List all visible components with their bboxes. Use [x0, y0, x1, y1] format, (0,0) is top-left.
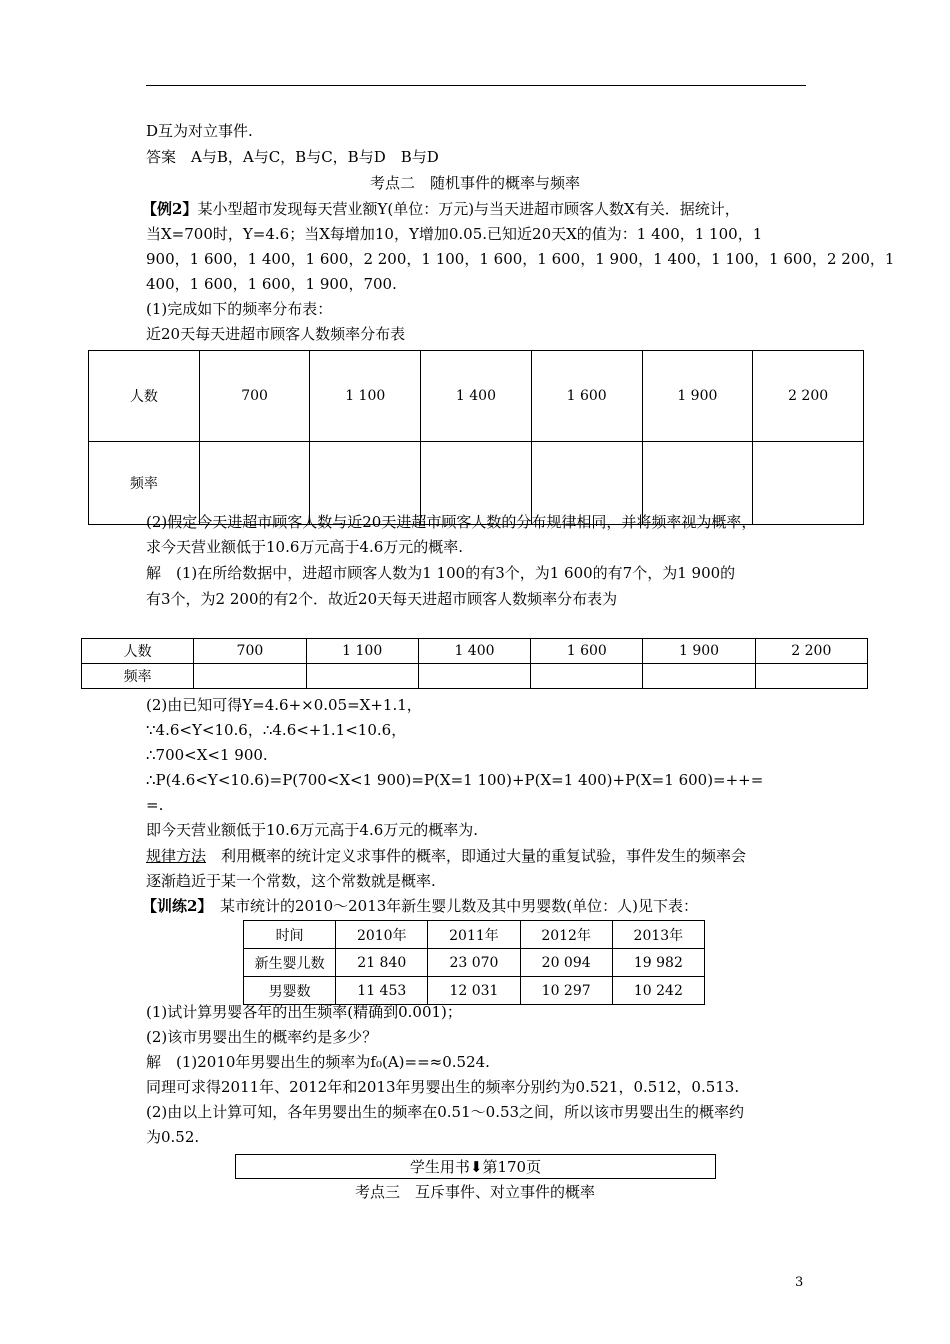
solution-line: 即今天营业额低于10.6万元高于4.6万元的概率为.	[146, 821, 479, 839]
table-cell: 700	[199, 351, 310, 442]
top-rule	[146, 85, 806, 86]
section-heading: 考点二 随机事件的概率与频率	[369, 174, 580, 192]
example-line: 当X=700时，Y=4.6；当X每增加10，Y增加0.05.已知近20天X的值为：1 400，1 100，1	[146, 225, 763, 243]
table-cell: 人数	[82, 639, 194, 664]
section-heading: 考点三 互斥事件、对立事件的概率	[354, 1183, 595, 1201]
frequency-table-blank	[88, 350, 864, 525]
example-text: 某小型超市发现每天营业额Y(单位：万元)与当天进超市顾客人数X有关．据统计，	[197, 200, 740, 218]
training-solution: 同理可求得2011年、2012年和2013年男婴出生的频率分别约为0.521，0.512，0.513.	[146, 1078, 740, 1096]
example-line: 400，1 600，1 600，1 900，700.	[146, 275, 397, 293]
table-cell: 2 200	[755, 639, 867, 664]
example-line: 900，1 600，1 400，1 600，2 200，1 100，1 600，1 600，1 900，1 400，1 100，1 600，2 200，1	[146, 250, 895, 268]
table-caption: 近20天每天进超市顾客人数频率分布表	[146, 325, 406, 343]
table-cell: 2013年	[612, 921, 704, 949]
table-cell: 时间	[244, 921, 336, 949]
table-cell: 人数	[89, 351, 200, 442]
table-cell: 1 100	[306, 639, 418, 664]
table-cell	[643, 664, 755, 689]
question-1: (1)完成如下的频率分布表：	[146, 300, 333, 318]
example-label: 【例2】	[142, 200, 198, 218]
table-cell: 19 982	[612, 949, 704, 977]
table-cell: 1 600	[531, 351, 642, 442]
table-cell: 男婴数	[244, 977, 336, 1005]
table-cell: 1 900	[643, 639, 755, 664]
training-question: (1)试计算男婴各年的出生频率(精确到0.001)；	[146, 1003, 462, 1021]
table-cell: 23 070	[428, 949, 520, 977]
solution-line: ∵4.6<Y<10.6，∴4.6<+1.1<10.6，	[146, 721, 407, 739]
solution-line: 解 (1)在所给数据中，进超市顾客人数为1 100的有3个，为1 600的有7个，为1 900的	[146, 564, 736, 582]
answer-line: 答案 A与B，A与C，B与C，B与D B与D	[146, 148, 439, 166]
table-cell: 2011年	[428, 921, 520, 949]
table-cell: 20 094	[520, 949, 612, 977]
birth-table	[243, 920, 705, 1005]
table-cell: 2 200	[753, 351, 864, 442]
table-cell	[753, 442, 864, 525]
training-line	[142, 895, 698, 917]
question-2: (2)假定今天进超市顾客人数与近20天进超市顾客人数的分布规律相同，并将频率视为概率，	[146, 513, 757, 531]
training-solution: 为0.52.	[146, 1128, 200, 1146]
training-label: 【训练2】	[142, 897, 205, 915]
solution-line: 有3个，为2 200的有2个．故近20天每天进超市顾客人数频率分布表为	[146, 590, 618, 608]
table-cell: 11 453	[336, 977, 428, 1005]
solution-line: ∴700<X<1 900.	[146, 746, 268, 764]
table-cell	[194, 664, 306, 689]
table-cell: 2010年	[336, 921, 428, 949]
rule-text: 利用概率的统计定义求事件的概率，即通过大量的重复试验，事件发生的频率会	[206, 847, 747, 865]
table-cell: 10 242	[612, 977, 704, 1005]
table-cell	[755, 664, 867, 689]
table-cell: 1 600	[531, 639, 643, 664]
rule-line: 逐渐趋近于某一个常数，这个常数就是概率.	[146, 872, 436, 890]
table-cell: 21 840	[336, 949, 428, 977]
table-cell	[531, 664, 643, 689]
table-cell: 10 297	[520, 977, 612, 1005]
table-cell: 频率	[89, 442, 200, 525]
training-text: 某市统计的2010～2013年新生婴儿数及其中男婴数(单位：人)见下表：	[204, 897, 698, 915]
frequency-table-answer	[81, 638, 868, 689]
table-cell: 1 100	[310, 351, 421, 442]
table-cell: 2012年	[520, 921, 612, 949]
rule-line	[146, 845, 746, 867]
page-number: 3	[795, 1275, 804, 1290]
solution-line: =.	[146, 796, 164, 814]
table-cell: 1 400	[418, 639, 530, 664]
textbook-page-ref: 学生用书⬇第170页	[235, 1154, 716, 1179]
table-cell	[418, 664, 530, 689]
rule-label: 规律方法	[146, 847, 207, 865]
training-question: (2)该市男婴出生的概率约是多少？	[146, 1028, 378, 1046]
table-cell: 1 900	[642, 351, 753, 442]
question-2: 求今天营业额低于10.6万元高于4.6万元的概率.	[146, 538, 464, 556]
training-solution: (2)由以上计算可知，各年男婴出生的频率在0.51～0.53之间，所以该市男婴出生的概率约	[146, 1103, 745, 1121]
example-line	[142, 198, 740, 220]
table-cell: 1 400	[421, 351, 532, 442]
solution-line: (2)由已知可得Y=4.6+×0.05=X+1.1，	[146, 696, 422, 714]
table-cell: 频率	[82, 664, 194, 689]
table-cell: 12 031	[428, 977, 520, 1005]
table-cell: 700	[194, 639, 306, 664]
table-cell	[306, 664, 418, 689]
solution-line: ∴P(4.6<Y<10.6)=P(700<X<1 900)=P(X=1 100)+P(X=1 400)+P(X=1 600)=++=	[146, 771, 764, 789]
training-solution: 解 (1)2010年男婴出生的频率为f₀(A)==≈0.524.	[146, 1053, 490, 1071]
table-cell: 新生婴儿数	[244, 949, 336, 977]
text-line: D互为对立事件.	[146, 122, 253, 140]
